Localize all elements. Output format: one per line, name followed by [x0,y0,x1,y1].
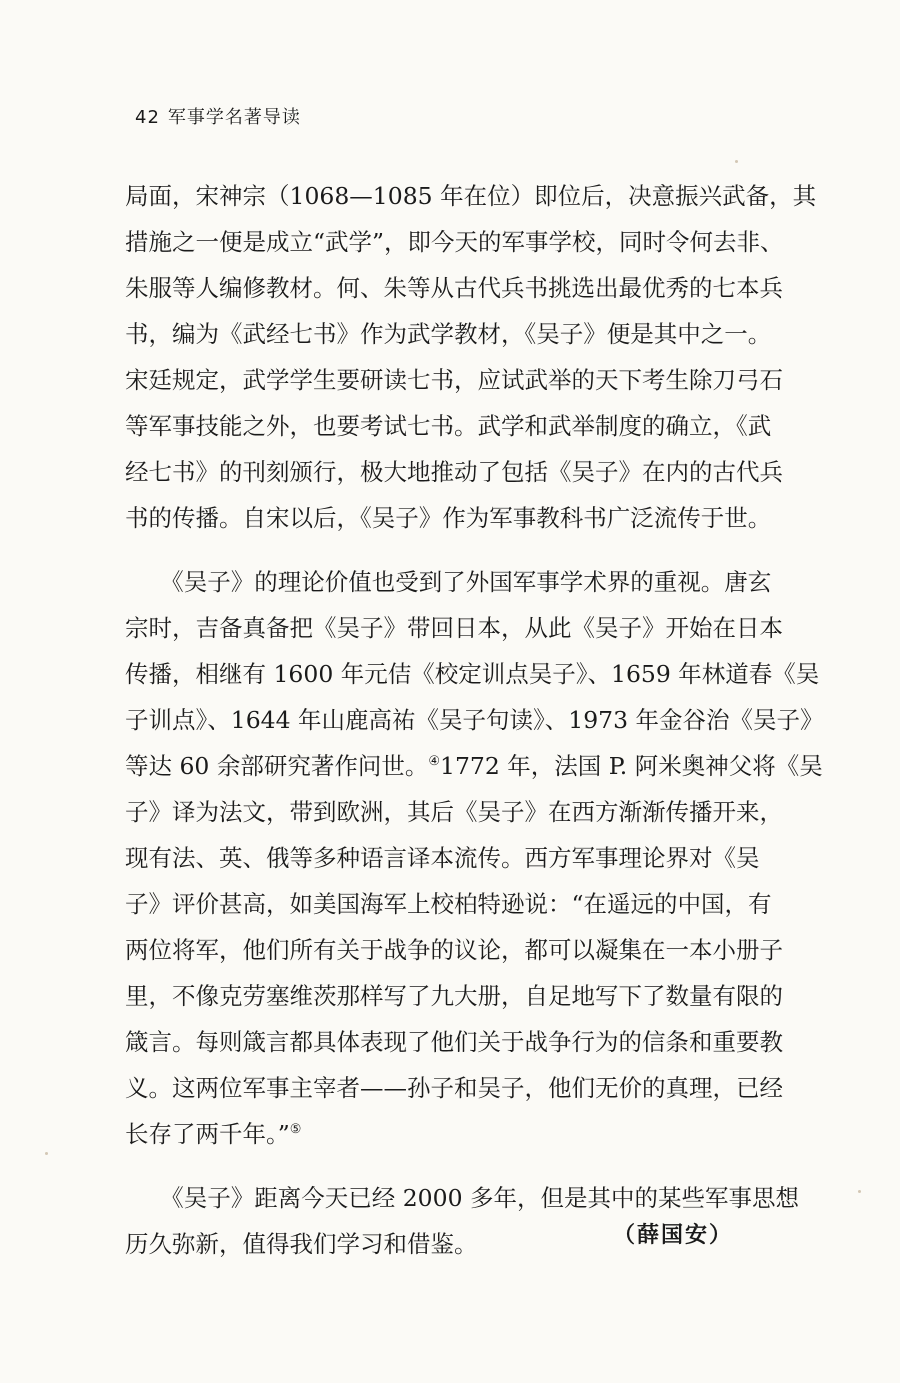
footnote-marker-4: ④ [428,754,440,769]
text-line: 子训点》、1644 年山鹿高祐《吴子句读》、1973 年金谷治《吴子》 [125,706,824,734]
text-line: 书的传播。自宋以后，《吴子》作为军事教科书广泛流传于世。 [125,504,772,532]
text-line: 现有法、英、俄等多种语言译本流传。西方军事理论界对《吴 [125,844,760,872]
text-line: 《吴子》的理论价值也受到了外国军事学术界的重视。唐玄 [125,568,772,596]
author-attribution: （薛国安） [613,1222,734,1248]
text-line: 义。这两位军事主宰者——孙子和吴子，他们无价的真理，已经 [125,1074,783,1102]
body-text [125,173,824,1267]
paragraph-1 [125,173,817,541]
text-line: 局面，宋神宗（1068—1085 年在位）即位后，决意振兴武备，其 [125,182,817,210]
text-line-with-note [125,743,823,789]
text-line: 经七书》的刊刻颁行，极大地推动了包括《吴子》在内的古代兵 [125,458,783,486]
text-line: 宋廷规定，武学学生要研读七书，应试武举的天下考生除刀弓石 [125,366,783,394]
text-line: 宗时，吉备真备把《吴子》带回日本，从此《吴子》开始在日本 [125,614,783,642]
page-number: 42 [135,107,160,128]
footnote-marker-5: ⑤ [289,1122,302,1137]
text-line: 历久弥新，值得我们学习和借鉴。 [125,1230,478,1258]
text-line: 子》译为法文，带到欧洲，其后《吴子》在西方渐渐传播开来， [125,798,783,826]
text-line: 箴言。每则箴言都具体表现了他们关于战争行为的信条和重要教 [125,1028,783,1056]
paper-speck [735,160,738,163]
text-line: 等军事技能之外，也要考试七书。武学和武举制度的确立，《武 [125,412,772,440]
paragraph-2 [125,559,824,1157]
text-line: 里，不像克劳塞维茨那样写了九大册，自足地写下了数量有限的 [125,982,783,1010]
running-header [135,103,301,129]
text-segment: 长存了两千年。” [125,1120,290,1148]
text-line-with-note [125,1111,765,1157]
book-title: 军事学名著导读 [167,107,301,128]
text-segment: 1772 年，法国 P. 阿米奥神父将《吴 [440,752,823,780]
text-line: 措施之一便是成立“武学”，即今天的军事学校，同时令何去非、 [125,228,784,256]
text-line: 《吴子》距离今天已经 2000 多年，但是其中的某些军事思想 [125,1184,799,1212]
text-line: 子》评价甚高，如美国海军上校柏特逊说：“在遥远的中国，有 [125,890,772,918]
text-line: 传播，相继有 1600 年元佶《校定训点吴子》、1659 年林道春《吴 [125,660,820,688]
text-line: 朱服等人编修教材。何、朱等从古代兵书挑选出最优秀的七本兵 [125,274,783,302]
text-segment: 等达 60 余部研究著作问世。 [125,752,429,780]
text-line: 书，编为《武经七书》作为武学教材，《吴子》便是其中之一。 [125,320,772,348]
paper-speck [858,1190,861,1193]
paper-speck [45,1152,48,1155]
text-line: 两位将军，他们所有关于战争的议论，都可以凝集在一本小册子 [125,936,783,964]
